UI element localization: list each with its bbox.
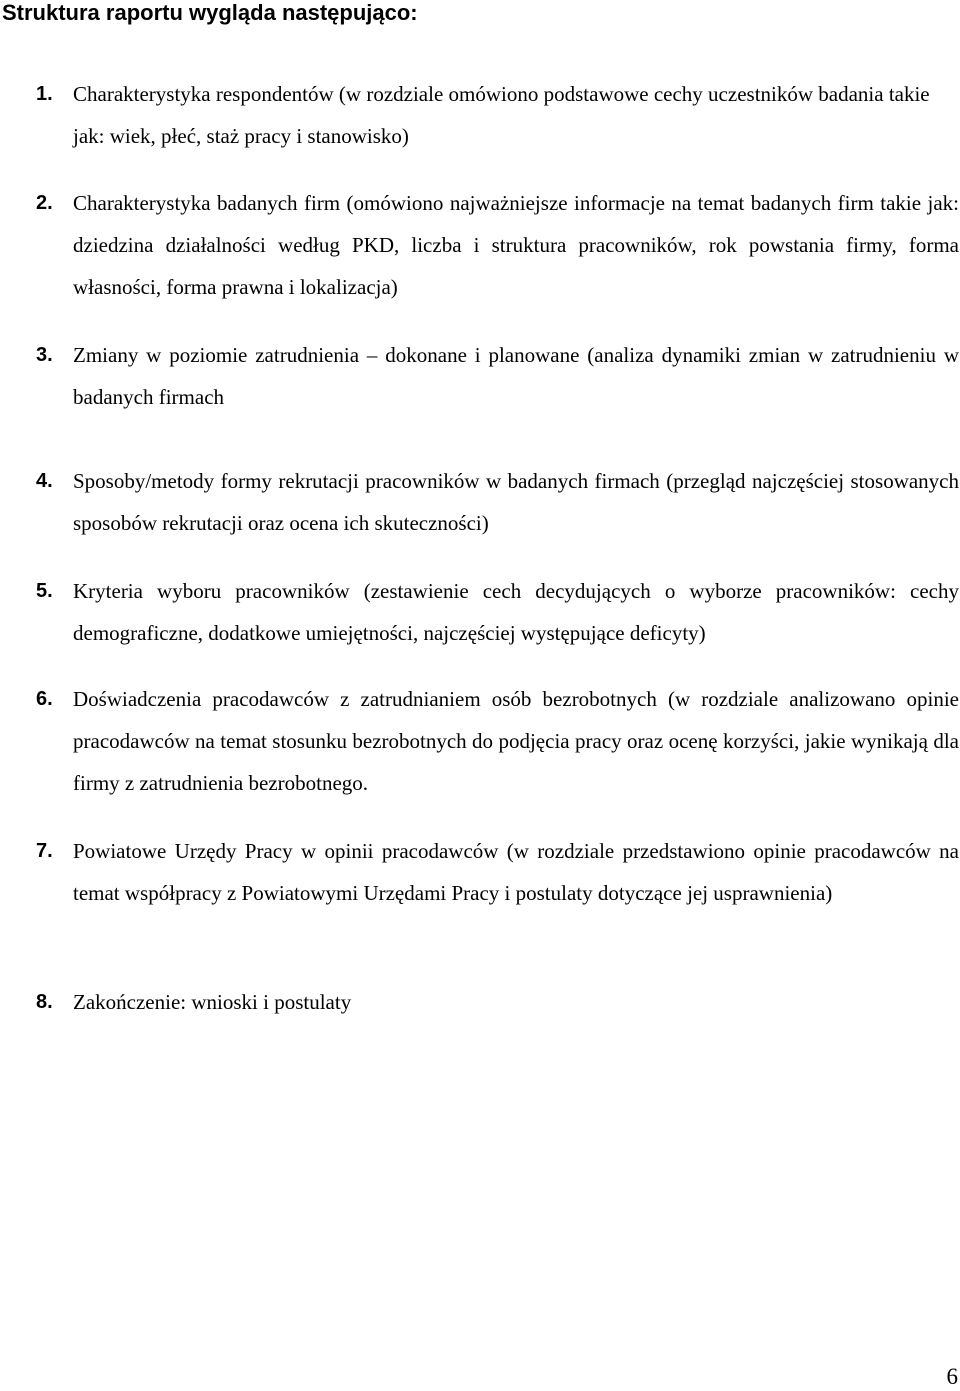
list-item-text: Sposoby/metody formy rekrutacji pracowników w badanych firmach (przegląd najczęściej stosowanych sposobów rekrutacji oraz ocena ich skuteczności) xyxy=(73,469,959,535)
list-item-number: 2. xyxy=(36,192,53,214)
list-item-text: Kryteria wyboru pracowników (zestawienie cech decydujących o wyborze pracowników: cechy demograficzne, dodatkowe umiejętności, najczęściej występujące deficyty) xyxy=(73,579,959,645)
list-item-number: 3. xyxy=(36,344,53,366)
list-item-number: 6. xyxy=(36,688,53,710)
list-item-text: Charakterystyka respondentów (w rozdziale omówiono podstawowe cechy uczestników badania takie jak: wiek, płeć, staż pracy i stanowisko) xyxy=(73,82,930,148)
list-item-2 xyxy=(36,182,959,308)
list-item-number: 1. xyxy=(36,83,53,105)
list-item-number: 5. xyxy=(36,580,53,602)
list-item-3 xyxy=(36,334,959,418)
page-number: 6 xyxy=(946,1364,958,1389)
list-item-text: Zakończenie: wnioski i postulaty xyxy=(73,990,352,1014)
list-item-text: Zmiany w poziomie zatrudnienia – dokonane i planowane (analiza dynamiki zmian w zatrudnieniu w badanych firmach xyxy=(73,343,959,409)
list-item-text: Doświadczenia pracodawców z zatrudnianiem osób bezrobotnych (w rozdziale analizowano opinie pracodawców na temat stosunku bezrobotnych do podjęcia pracy oraz ocenę korzyści, jakie wynikają dla firmy z zatrudnienia bezrobotnego. xyxy=(73,687,959,795)
list-item-number: 7. xyxy=(36,840,53,862)
list-item-text: Charakterystyka badanych firm (omówiono najważniejsze informacje na temat badanych firm takie jak: dziedzina działalności według PKD, liczba i struktura pracowników, rok powstania firmy, forma własności, forma prawna i lokalizacja) xyxy=(73,191,959,299)
list-item-number: 8. xyxy=(36,991,53,1013)
list-item-5 xyxy=(36,570,959,654)
list-item-6 xyxy=(36,678,959,804)
list-item-1 xyxy=(36,73,959,157)
page-heading: Struktura raportu wygląda następująco: xyxy=(2,0,418,25)
list-item-number: 4. xyxy=(36,470,53,492)
list-item-7 xyxy=(36,830,959,914)
list-item-8 xyxy=(36,981,959,1023)
list-item-4 xyxy=(36,460,959,544)
list-item-text: Powiatowe Urzędy Pracy w opinii pracodawców (w rozdziale przedstawiono opinie pracodawców na temat współpracy z Powiatowymi Urzędami Pracy i postulaty dotyczące jej usprawnienia) xyxy=(73,839,959,905)
